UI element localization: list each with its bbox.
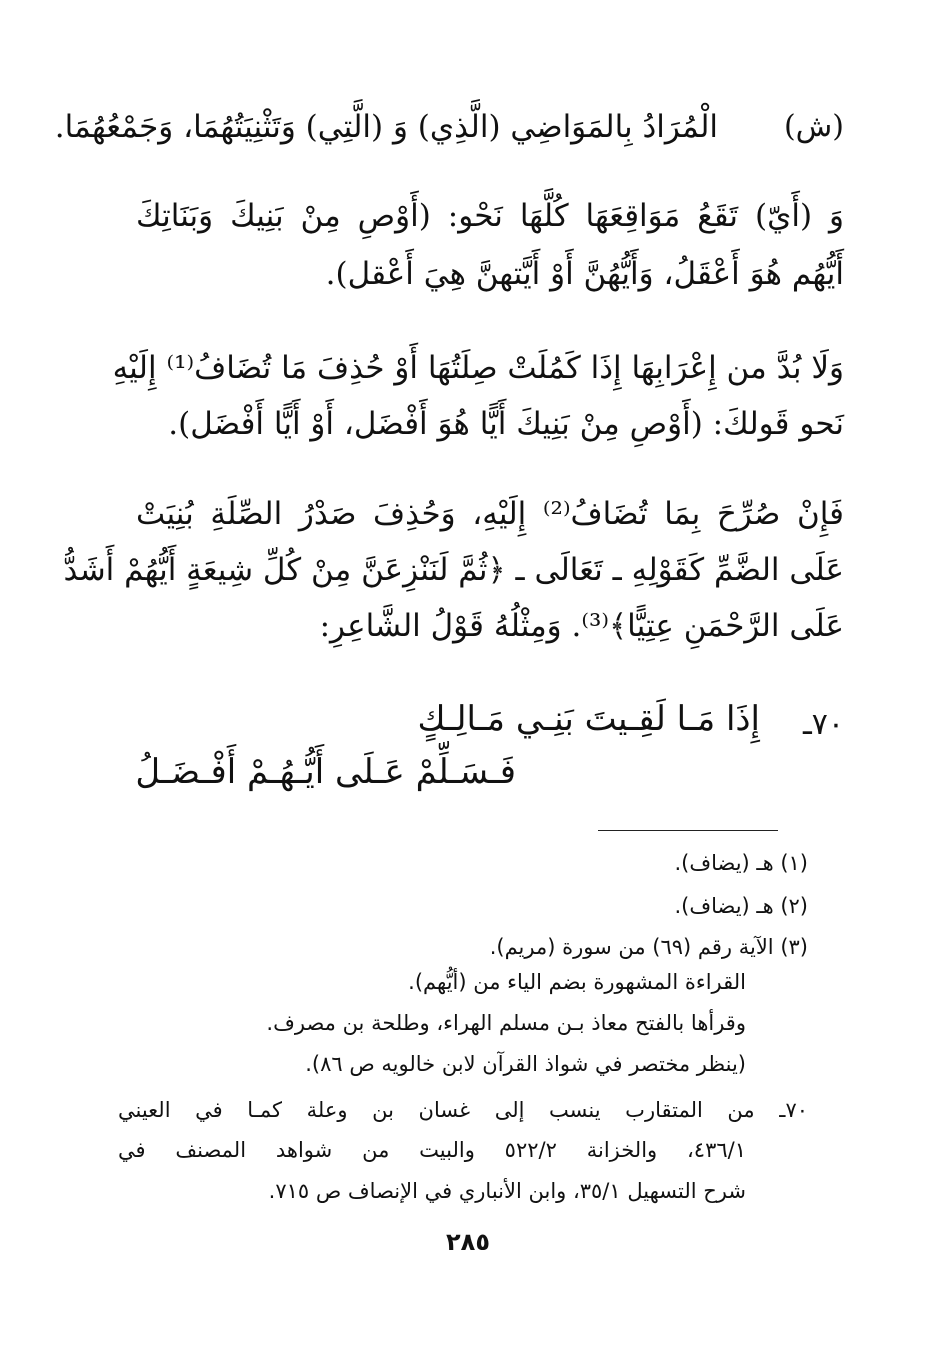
footnote-continuation: القراءة المشهورة بضم الياء من (أيُّهم). <box>408 970 746 994</box>
text-line: عَلَى الرَّحْمَنِ عِتِيًّا﴾⁽³⁾. وَمِثْلُهُ قَوْلُ الشَّاعِرِ: <box>319 608 844 644</box>
verse-first-hemistich: إِذَا مَـا لَقِـيتَ بَنِـي مَـالِـكٍ <box>417 699 760 739</box>
footnote: (١) هـ (يضاف). <box>674 851 808 875</box>
text-line: الْمُرَادُ بِالمَوَاضِي (الَّذِي) وَ (الَّتِي) وَتَثْنِيَتُهُمَا، وَجَمْعُهُمَا. <box>54 109 718 145</box>
text-line: وَلَا بُدَّ من إِعْرَابِهَا إِذَا كَمُلَتْ صِلَتُهَا أَوْ حُذِفَ مَا تُضَافُ⁽¹⁾ إِلَيْهِ <box>112 350 844 386</box>
text-line: عَلَى الضَّمِّ كَقَوْلِهِ ـ تَعَالَى ـ ﴿ثُمَّ لَنَنْزِعَنَّ مِنْ كُلِّ شِيعَةٍ أَيُّهُمْ أَشَدُّ <box>63 552 844 588</box>
text-line: فَإِنْ صُرِّحَ بِمَا تُضَافُ⁽²⁾ إِلَيْهِ، وَحُذِفَ صَدْرُ الصِّلَةِ بُنِيَتْ <box>136 496 844 532</box>
footnote-continuation: وقرأها بالفتح معاذ بـن مسلم الهراء، وطلحة بن مصرف. <box>266 1011 746 1035</box>
footnote-continuation: (ينظر مختصر في شواذ القرآن لابن خالويه ص ٨٦). <box>305 1052 746 1076</box>
verse-number: ٧٠ـ <box>802 707 844 742</box>
footnote: ٧٠ـ من المتقارب ينسب إلى غسان بن وعلة كمـا في العيني <box>118 1098 808 1122</box>
footnote: (٣) الآية رقم (٦٩) من سورة (مريم). <box>489 935 808 959</box>
footnote: (٢) هـ (يضاف). <box>674 894 808 918</box>
text-line: نَحو قَولكَ: (أَوْصِ مِنْ بَنِيكَ أَيًّا هُوَ أَفْضَل، أَوْ أَيًّا أَفْضَل). <box>168 406 844 442</box>
verse-second-hemistich: فَـسَـلِّمْ عَـلَى أَيُّـهُـمْ أَفْـضَـلُ <box>135 752 516 792</box>
footnote-continuation: ٤٣٦/١، والخزانة ٥٢٢/٢ والبيت من شواهد المصنف في <box>118 1138 746 1162</box>
footnote-continuation: شرح التسهيل ٣٥/١، وابن الأنباري في الإنصاف ص ٧١٥. <box>268 1179 746 1203</box>
text-line: أَيُّهُم هُوَ أَعْقَلُ، وَأَيُّهُنَّ أَوْ أَيَّتهنَّ هِيَ أَعْقل). <box>325 256 844 292</box>
page-number: ٢٨٥ <box>446 1228 490 1256</box>
text-line: وَ (أَيّ) تَقَعُ مَوَاقِعَهَا كُلَّهَا نَحْو: (أَوْصِ مِنْ بَنِيكَ وَبَنَاتِكَ <box>136 198 844 234</box>
commentary-marker: (ش) <box>783 109 844 144</box>
footnote-divider <box>598 830 778 831</box>
